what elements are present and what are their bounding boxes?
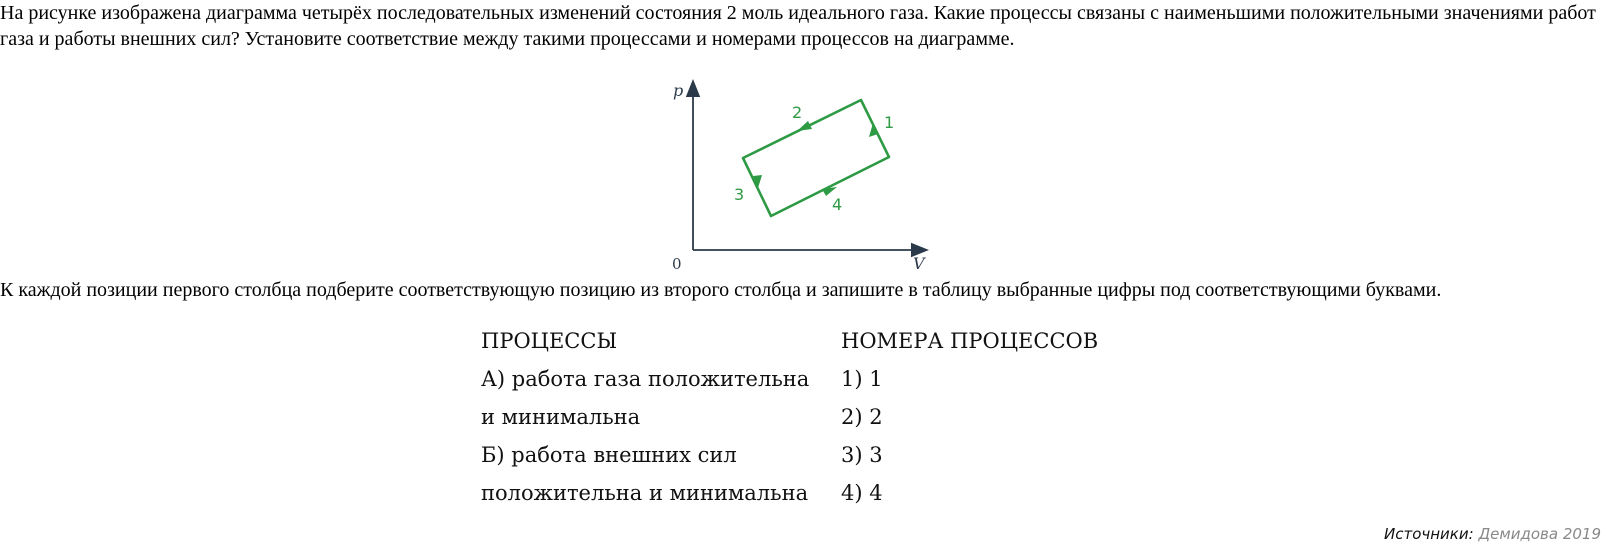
header-process-numbers: НОМЕРА ПРОЦЕССОВ [841, 329, 1099, 353]
header-processes: ПРОЦЕССЫ [481, 329, 618, 353]
process-label-2: 2 [792, 103, 803, 122]
left-cell: Б) работа внешних сил [481, 443, 737, 467]
arrow-process-2 [797, 121, 812, 131]
pv-diagram [650, 70, 930, 275]
process-label-1: 1 [884, 113, 895, 132]
direction-arrows [753, 121, 878, 196]
x-axis-label: V [913, 254, 925, 273]
source-citation [1384, 525, 1601, 543]
source-link[interactable]: Демидова 2019 [1478, 525, 1601, 543]
right-cell: 1) 1 [841, 367, 883, 391]
right-cell: 2) 2 [841, 405, 883, 429]
table-row [481, 436, 1098, 474]
source-label: Источники: [1384, 525, 1474, 543]
cycle [743, 100, 889, 216]
matching-table [481, 322, 1098, 512]
origin-label: 0 [672, 255, 682, 273]
left-cell: А) работа газа положительна [481, 367, 810, 391]
left-cell: и минимальна [481, 405, 641, 429]
table-row [481, 398, 1098, 436]
left-cell: положительна и минимальна [481, 481, 809, 505]
right-cell: 4) 4 [841, 481, 883, 505]
instruction-text: К каждой позиции первого столбца подберите соответствующую позицию из второго столбца и запишите в таблицу выбранные цифры под соответствующими буквами. [0, 279, 1442, 301]
right-cell: 3) 3 [841, 443, 883, 467]
question-text: На рисунке изображена диаграмма четырёх последовательных изменений состояния 2 моль идеального газа. Какие процессы связаны с наименьшими положительными значениями работ газа и работы внешних сил? Установите соответствие между такими процессами и номерами процессов на диаграмме. [0, 2, 1596, 50]
process-label-3: 3 [734, 185, 745, 204]
table-row [481, 474, 1098, 512]
table-row [481, 360, 1098, 398]
process-label-4: 4 [832, 195, 843, 214]
table-header-row [481, 322, 1098, 360]
y-axis-label: p [673, 81, 684, 100]
